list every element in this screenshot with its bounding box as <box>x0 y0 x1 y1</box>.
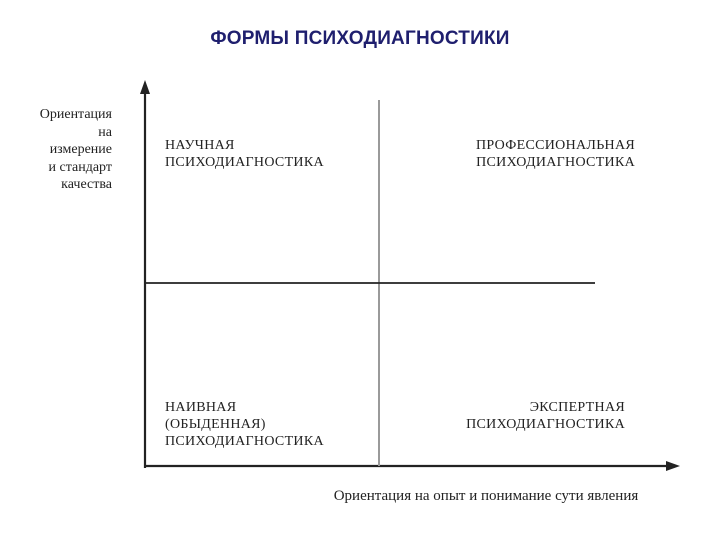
y-axis-label-line: измерение <box>49 142 112 157</box>
quadrant-bottom-left <box>165 399 324 450</box>
quadrant-top-right <box>430 137 635 171</box>
quadrant-label-line: ЭКСПЕРТНАЯ <box>529 400 625 415</box>
y-axis-label-line: и стандарт <box>48 159 112 175</box>
quadrant-label-line: ПРОФЕССИОНАЛЬНАЯ <box>476 138 635 153</box>
quadrant-label-line: НАИВНАЯ <box>165 400 237 415</box>
quadrant-label-line: (ОБЫДЕННАЯ) <box>165 417 266 432</box>
x-axis-label: Ориентация на опыт и понимание сути явления <box>333 488 639 504</box>
quadrant-label-line: ПСИХОДИАГНОСТИКА <box>165 155 324 170</box>
y-axis-label-line: качества <box>61 177 112 192</box>
quadrant-label-line: ПСИХОДИАГНОСТИКА <box>476 155 635 170</box>
y-axis-label-line: на <box>98 124 112 140</box>
quadrant-label-line: ПСИХОДИАГНОСТИКА <box>466 417 625 432</box>
y-axis-label-line: Ориентация <box>39 107 112 122</box>
quadrant-bottom-right <box>420 399 625 433</box>
page-title: ФОРМЫ ПСИХОДИАГНОСТИКИ <box>210 28 510 49</box>
quadrant-label-line: ПСИХОДИАГНОСТИКА <box>165 434 324 449</box>
quadrant-label-line: НАУЧНАЯ <box>165 138 235 153</box>
y-axis-label <box>14 106 112 194</box>
x-axis-arrow <box>666 461 680 471</box>
y-axis-arrow <box>140 80 150 94</box>
quadrant-top-left <box>165 137 324 171</box>
